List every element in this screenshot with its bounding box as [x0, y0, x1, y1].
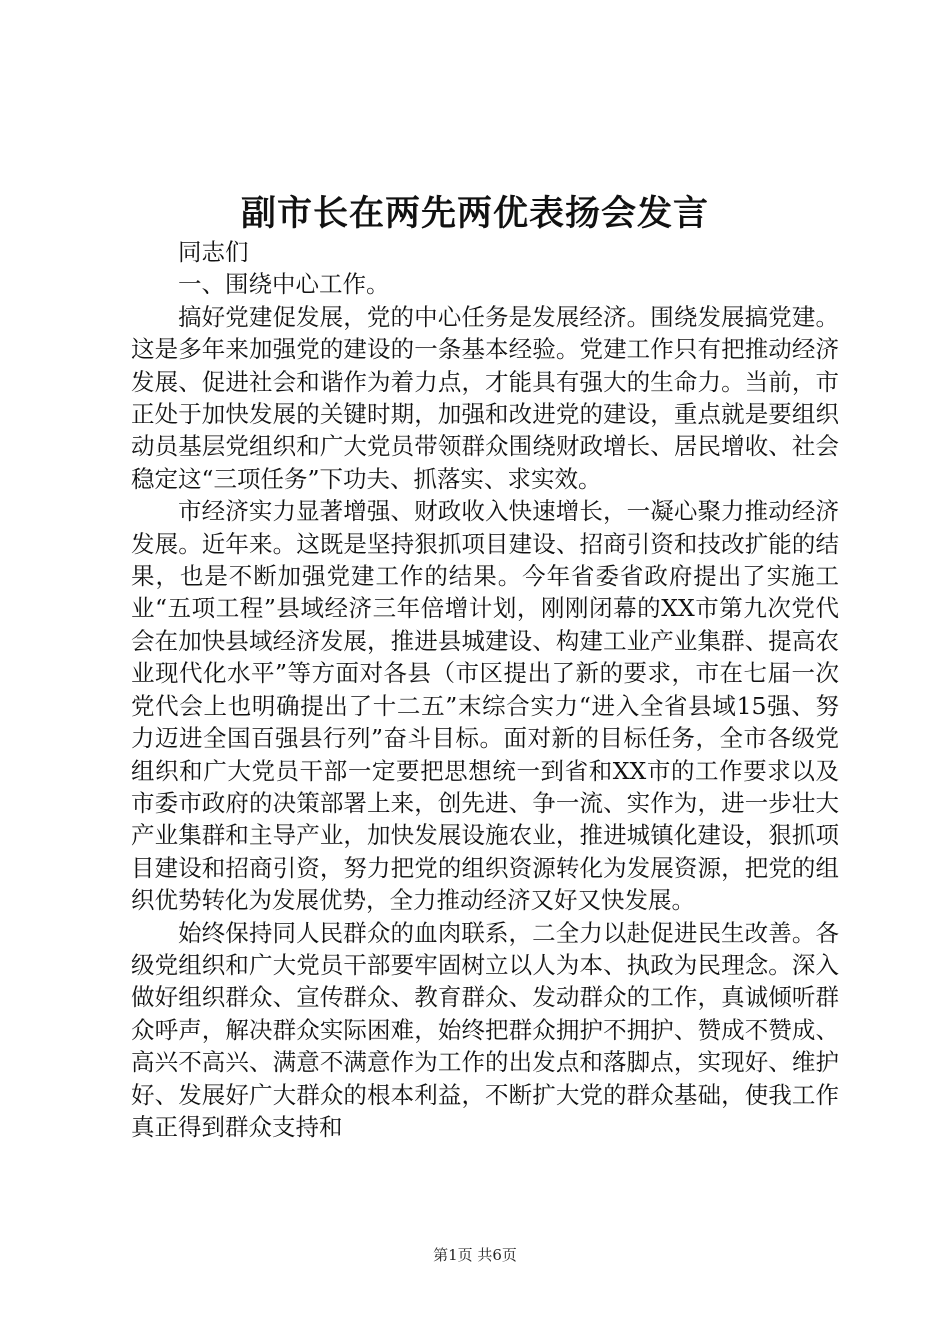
document-title: 副市长在两先两优表扬会发言: [240, 193, 709, 234]
body-paragraph: 搞好党建促发展，党的中心任务是发展经济。围绕发展搞党建。这是多年来加强党的建设的一条基本经验。党建工作只有把推动经济发展、促进社会和谐作为着力点，才能具有强大的生命力。当前，市正处于加快发展的关键时期，加强和改进党的建设，重点就是要组织动员基层党组织和广大党员带领群众围绕财政增长、居民增收、社会稳定这“三项任务”下功夫、抓落实、求实效。: [131, 302, 839, 493]
page-number-footer: 第1页 共6页: [433, 1246, 517, 1264]
section-heading: 一、围绕中心工作。: [178, 270, 390, 299]
body-paragraph: 始终保持同人民群众的血肉联系，二全力以赴促进民生改善。各级党组织和广大党员干部要牢固树立以人为本、执政为民理念。深入做好组织群众、宣传群众、教育群众、发动群众的工作，真诚倾听群众呼声，解决群众实际困难，始终把群众拥护不拥护、赞成不赞成、高兴不高兴、满意不满意作为工作的出发点和落脚点，实现好、维护好、发展好广大群众的根本利益，不断扩大党的群众基础，使我工作真正得到群众支持和: [131, 918, 839, 1141]
document-body: [131, 236, 839, 1143]
salutation-paragraph: 同志们: [178, 238, 249, 266]
body-paragraph: 市经济实力显著增强、财政收入快速增长，一凝心聚力推动经济发展。近年来。这既是坚持狠抓项目建设、招商引资和技改扩能的结果，也是不断加强党建工作的结果。今年省委省政府提出了实施工业“五项工程”县域经济三年倍增计划，刚刚闭幕的XX市第九次党代会在加快县域经济发展，推进县城建设、构建工业产业集群、提高农业现代化水平”等方面对各县（市区提出了新的要求，市在七届一次党代会上也明确提出了十二五”末综合实力“进入全省县域15强、努力迈进全国百强县行列”奋斗目标。面对新的目标任务，全市各级党组织和广大党员干部一定要把思想统一到省和XX市的工作要求以及市委市政府的决策部署上来，创先进、争一流、实作为，进一步壮大产业集群和主导产业，加快发展设施农业，推进城镇化建设，狠抓项目建设和招商引资，努力把党的组织资源转化为发展资源，把党的组织优势转化为发展优势，全力推动经济又好又快发展。: [131, 497, 839, 915]
